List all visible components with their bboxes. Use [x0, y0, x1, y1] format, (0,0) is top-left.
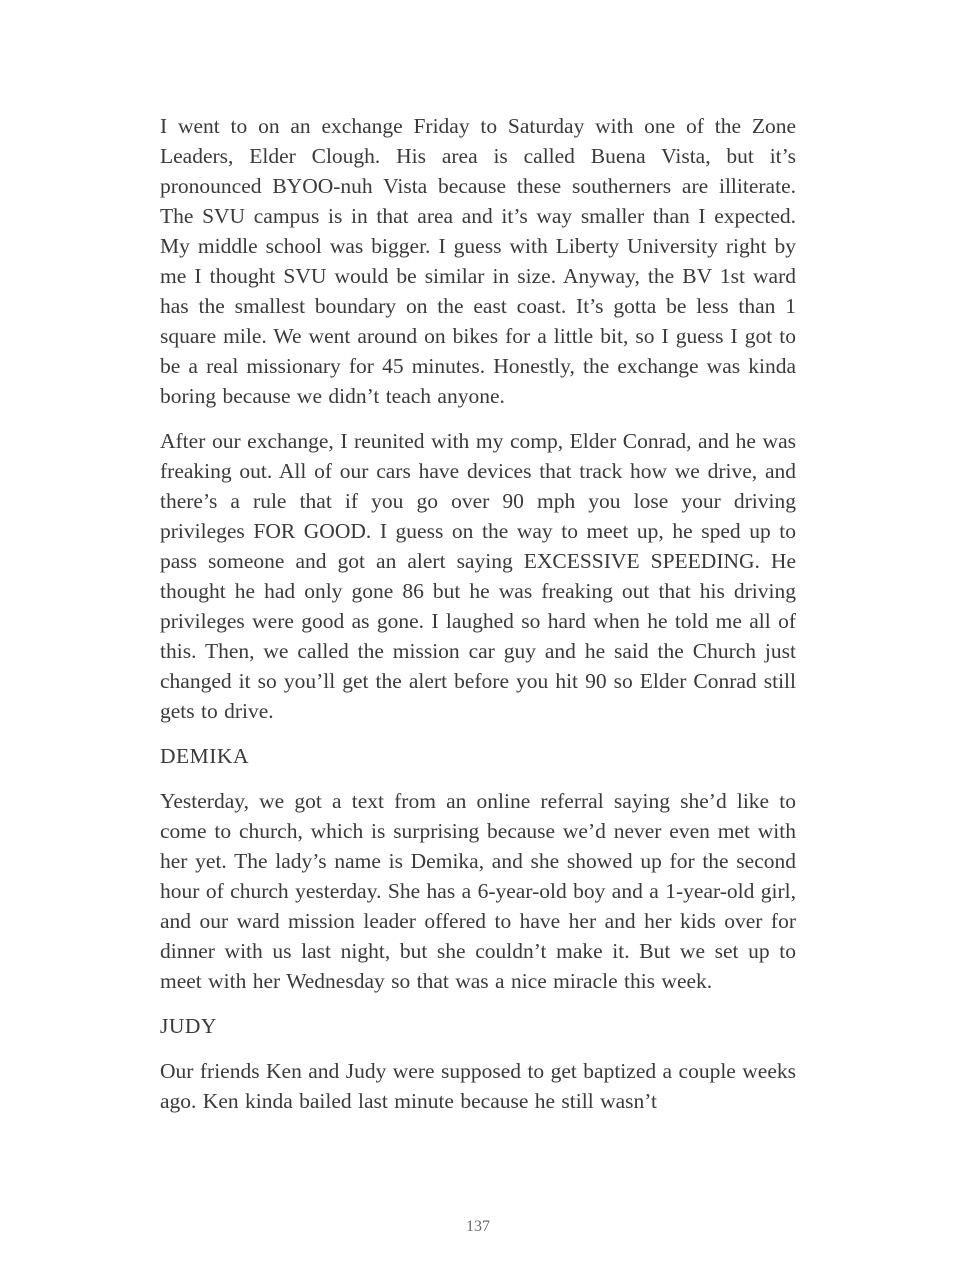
paragraph-exchange: I went to on an exchange Friday to Saturday with one of the Zone Leaders, Elder Clough. His area is called Buena Vista, but it’s pronounced BYOO-nuh Vista because these southerners are illiterate. The SVU campus is in that area and it’s way smaller than I expected. My middle school was bigger. I guess with Liberty University right by me I thought SVU would be similar in size. Anyway, the BV 1st ward has the smallest boundary on the east coast. It’s gotta be less than 1 square mile. We went around on bikes for a little bit, so I guess I got to be a real missionary for 45 minutes. Honestly, the exchange was kinda boring because we didn’t teach anyone.: [160, 114, 796, 408]
page-number: 137: [466, 1218, 490, 1235]
page-body: [160, 111, 796, 1131]
paragraph-judy: Our friends Ken and Judy were supposed to get baptized a couple weeks ago. Ken kinda bailed last minute because he still wasn’t: [160, 1059, 796, 1113]
section-heading-judy: JUDY: [160, 1014, 217, 1038]
paragraph-speeding: After our exchange, I reunited with my comp, Elder Conrad, and he was freaking out. All of our cars have devices that track how we drive, and there’s a rule that if you go over 90 mph you lose your driving privileges FOR GOOD. I guess on the way to meet up, he sped up to pass someone and got an alert saying EXCESSIVE SPEEDING. He thought he had only gone 86 but he was freaking out that his driving privileges were good as gone. I laughed so hard when he told me all of this. Then, we called the mission car guy and he said the Church just changed it so you’ll get the alert before you hit 90 so Elder Conrad still gets to drive.: [160, 429, 796, 723]
paragraph-demika: Yesterday, we got a text from an online referral saying she’d like to come to church, which is surprising because we’d never even met with her yet. The lady’s name is Demika, and she showed up for the second hour of church yesterday. She has a 6-year-old boy and a 1-year-old girl, and our ward mission leader offered to have her and her kids over for dinner with us last night, but she couldn’t make it. But we set up to meet with her Wednesday so that was a nice miracle this week.: [160, 789, 796, 993]
section-heading-demika: DEMIKA: [160, 744, 249, 768]
